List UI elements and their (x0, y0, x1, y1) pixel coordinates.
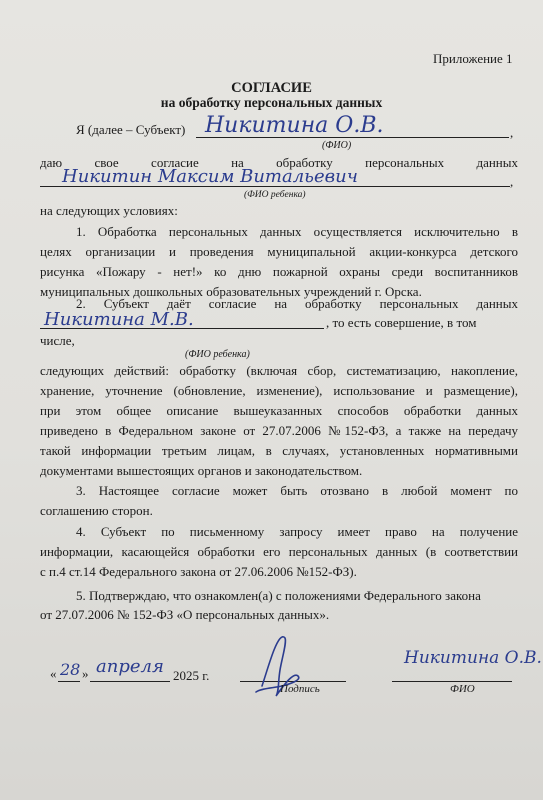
child-caption: (ФИО ребенка) (244, 190, 306, 200)
p2-line-4: приведено в Федеральном законе от 27.07.2006 №152-ФЗ, а также на передачу (40, 423, 518, 438)
document-subtitle: на обработку персональных данных (160, 95, 383, 110)
subject-comma: , (510, 125, 514, 140)
p2-tail: , то есть совершение, в том (326, 315, 477, 330)
fio-caption: (ФИО) (322, 140, 352, 151)
p5-line-1: 5. Подтверждаю, что ознакомлен(а) с положениями Федерального закона (76, 588, 481, 603)
p2-line-2: хранение, уточнение (обновление, изменение), использование и размещение), (40, 383, 518, 398)
p2-line-5: такой информации третьим лицам, в случаях, установленных нормативными (40, 443, 518, 458)
child-handwritten-name: Никитин Максим Витальевич (62, 166, 358, 187)
name-handwritten: Никитина О.В. (404, 648, 542, 668)
conditions-label: на следующих условиях: (40, 203, 178, 218)
p4-line-2: информации, касающейся обработки его персональных данных (в соответствии (40, 544, 518, 559)
document-title: СОГЛАСИЕ (231, 80, 312, 96)
date-day-handwritten: 28 (60, 660, 81, 679)
p2-line-1: следующих действий: обработку (включая сбор, систематизацию, накопление, (40, 363, 518, 378)
p1-line-3: рисунка «Пожару - нет!» ко дню пожарной охраны среди воспитанников (40, 264, 518, 279)
child-comma: , (510, 174, 514, 189)
p2-line-3: при этом общее описание вышеуказанных способов обработки данных (40, 403, 518, 418)
p2-cont: числе, (40, 333, 75, 348)
p4-line-3: с п.4 ст.14 Федерального закона от 27.06.2006 №152-ФЗ). (40, 564, 357, 579)
p3-line-2: соглашению сторон. (40, 503, 153, 518)
signature-caption: Подпись (280, 683, 320, 695)
date-month-underline (90, 681, 170, 682)
p2-caption: (ФИО ребенка) (185, 349, 250, 360)
subject-prefix: Я (далее – Субъект) (76, 122, 186, 137)
date-quote-close: » (82, 666, 89, 681)
p4-line-1: 4. Субъект по письменному запросу имеет право на получение (76, 524, 518, 539)
p1-line-1: 1. Обработка персональных данных осуществляется исключительно в (76, 224, 518, 239)
name-caption: ФИО (450, 683, 475, 695)
p2-handwritten-name: Никитина М.В. (44, 309, 194, 330)
appendix-label: Приложение 1 (433, 51, 513, 66)
p3-line-1: 3. Настоящее согласие может быть отозвано в любой момент по (76, 483, 518, 498)
p2-head: 2. Субъект даёт согласие на обработку персональных данных (76, 296, 518, 311)
date-quote-open: « (50, 666, 57, 681)
p5-line-2: от 27.07.2006 № 152-ФЗ «О персональных данных». (40, 607, 330, 622)
name-underline (392, 681, 512, 682)
date-year: 2025 г. (173, 668, 210, 683)
p1-line-2: целях организации и проведения муниципальной акции-конкурса детского (40, 244, 518, 259)
p1-line-4: муниципальных дошкольных образовательных учреждений г. Орска. (40, 284, 422, 299)
date-month-handwritten: апреля (96, 656, 164, 677)
p2-line-6: документами вышестоящих органов и законодательством. (40, 463, 363, 478)
date-day-underline (58, 681, 80, 682)
subject-handwritten-name: Никитина О.В. (205, 113, 384, 138)
give-consent-line: даю свое согласие на обработку персональных данных (40, 155, 518, 170)
